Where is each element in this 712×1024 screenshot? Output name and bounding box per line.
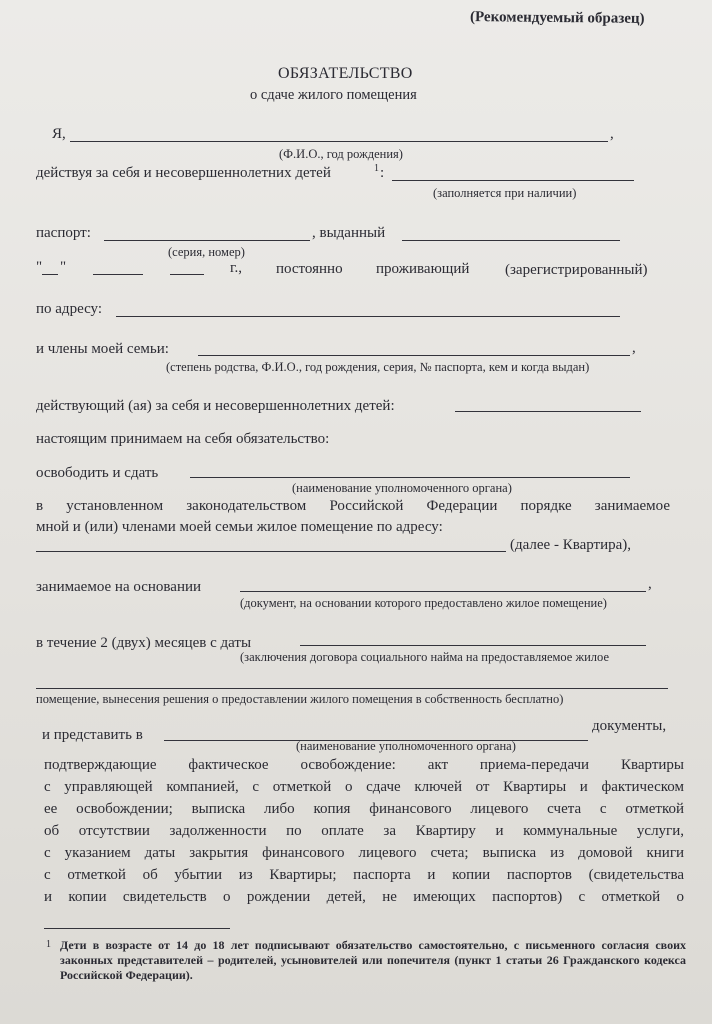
- label-acting-aya: действующий (ая) за себя и несовершеннолетних детей:: [36, 398, 395, 414]
- body-line-5: с указанием даты закрытия финансового лицевого счета; выписка из домовой книги: [44, 845, 684, 861]
- fill-if-present-caption: (заполняется при наличии): [433, 186, 577, 200]
- body-line-1: подтверждающие фактическое освобождение: акт приема-передачи Квартиры: [44, 757, 684, 773]
- date-quote-open: ": [36, 259, 43, 275]
- label-hereinafter: (далее - Квартира),: [510, 537, 632, 553]
- footnote-text: Дети в возрасте от 14 до 18 лет подписывают обязательство самостоятельно, с письменного согласия своих законных представителей – родителей, усыновителей или попечителя (пункт 1 статьи 26 Гражданского кодекса Российской Федерации).: [60, 938, 686, 982]
- label-release-and-hand: освободить и сдать: [36, 465, 159, 481]
- body-line-6: с отметкой об убытии из Квартиры; паспорта и копии паспортов (свидетельства: [44, 867, 684, 883]
- body-line-7: и копии свидетельств о рождении детей, не имеющих паспортов) с отметкой о: [44, 889, 684, 905]
- label-hereby-accept: настоящим принимаем на себя обязательство:: [36, 431, 330, 447]
- occupied-by-me-line: мной и (или) членами моей семьи жилое помещение по адресу:: [36, 519, 443, 535]
- address-field-line[interactable]: [116, 316, 620, 317]
- sample-note: (Рекомендуемый образец): [469, 9, 645, 27]
- label-issued: , выданный: [312, 225, 386, 241]
- footnote-divider: [44, 928, 230, 929]
- family-field-line[interactable]: [198, 355, 630, 356]
- basis-document-field-line[interactable]: [240, 591, 646, 592]
- contract-caption-1: (заключения договора социального найма на предоставляемое жилое: [240, 650, 609, 664]
- label-address: по адресу:: [36, 301, 103, 317]
- passport-field-line[interactable]: [104, 240, 310, 241]
- series-number-caption: (серия, номер): [168, 245, 245, 259]
- label-and-submit: и представить в: [42, 727, 143, 743]
- colon: :: [380, 165, 385, 181]
- label-residing: проживающий: [376, 261, 470, 277]
- document-subtitle: о сдаче жилого помещения: [250, 87, 417, 103]
- date-quote-close: ": [60, 259, 67, 275]
- footnote-mark-ref: 1: [374, 163, 379, 174]
- footnote-mark: 1: [46, 939, 51, 950]
- comma: ,: [610, 126, 614, 142]
- label-passport: паспорт:: [36, 225, 91, 241]
- label-ya: Я,: [52, 126, 66, 142]
- children-field-line[interactable]: [392, 180, 634, 181]
- label-year: г.,: [230, 260, 242, 276]
- body-line-3: ее освобождении; выписка либо копия финансового лицевого счета с отметкой: [44, 801, 684, 817]
- label-acting-for-children: действуя за себя и несовершеннолетних детей: [36, 165, 331, 181]
- label-family-members: и члены моей семьи:: [36, 341, 169, 357]
- label-occupied-basis: занимаемое на основании: [36, 579, 202, 595]
- contract-caption-2: помещение, вынесения решения о предоставлении жилого помещения в собственность бесплатно): [36, 692, 564, 706]
- label-permanently: постоянно: [276, 261, 343, 277]
- date-month-field[interactable]: [93, 274, 143, 275]
- authority-field-line[interactable]: [190, 477, 630, 478]
- apartment-address-field-line[interactable]: [36, 551, 506, 552]
- fio-caption: (Ф.И.О., год рождения): [279, 147, 403, 161]
- body-line-2: с управляющей компанией, с отметкой о сдаче ключей от Квартиры и фактическом: [44, 779, 684, 795]
- date-from-field-line[interactable]: [300, 645, 646, 646]
- contract-field-line[interactable]: [36, 688, 668, 689]
- date-day-field[interactable]: [42, 274, 58, 275]
- established-order-line: в установленном законодательством Российской Федерации порядке занимаемое: [36, 498, 670, 514]
- comma-3: ,: [648, 576, 652, 592]
- document-caption: (документ, на основании которого предоставлено жилое помещение): [240, 596, 607, 610]
- document-title: ОБЯЗАТЕЛЬСТВО: [278, 65, 413, 82]
- label-registered: (зарегистрированный): [505, 262, 648, 278]
- family-caption: (степень родства, Ф.И.О., год рождения, серия, № паспорта, кем и когда выдан): [166, 360, 590, 374]
- authority-caption-2: (наименование уполномоченного органа): [296, 739, 516, 753]
- label-documents: документы,: [592, 718, 667, 734]
- body-line-4: об отсутствии задолженности по оплате за Квартиру и коммунальные услуги,: [44, 823, 684, 839]
- date-year-field[interactable]: [170, 274, 204, 275]
- authority-caption: (наименование уполномоченного органа): [292, 481, 512, 495]
- acting-aya-field-line[interactable]: [455, 411, 641, 412]
- fio-field-line[interactable]: [70, 141, 608, 142]
- comma-2: ,: [632, 340, 636, 356]
- label-within-two-months: в течение 2 (двух) месяцев с даты: [36, 635, 252, 651]
- issued-by-field-line[interactable]: [402, 240, 620, 241]
